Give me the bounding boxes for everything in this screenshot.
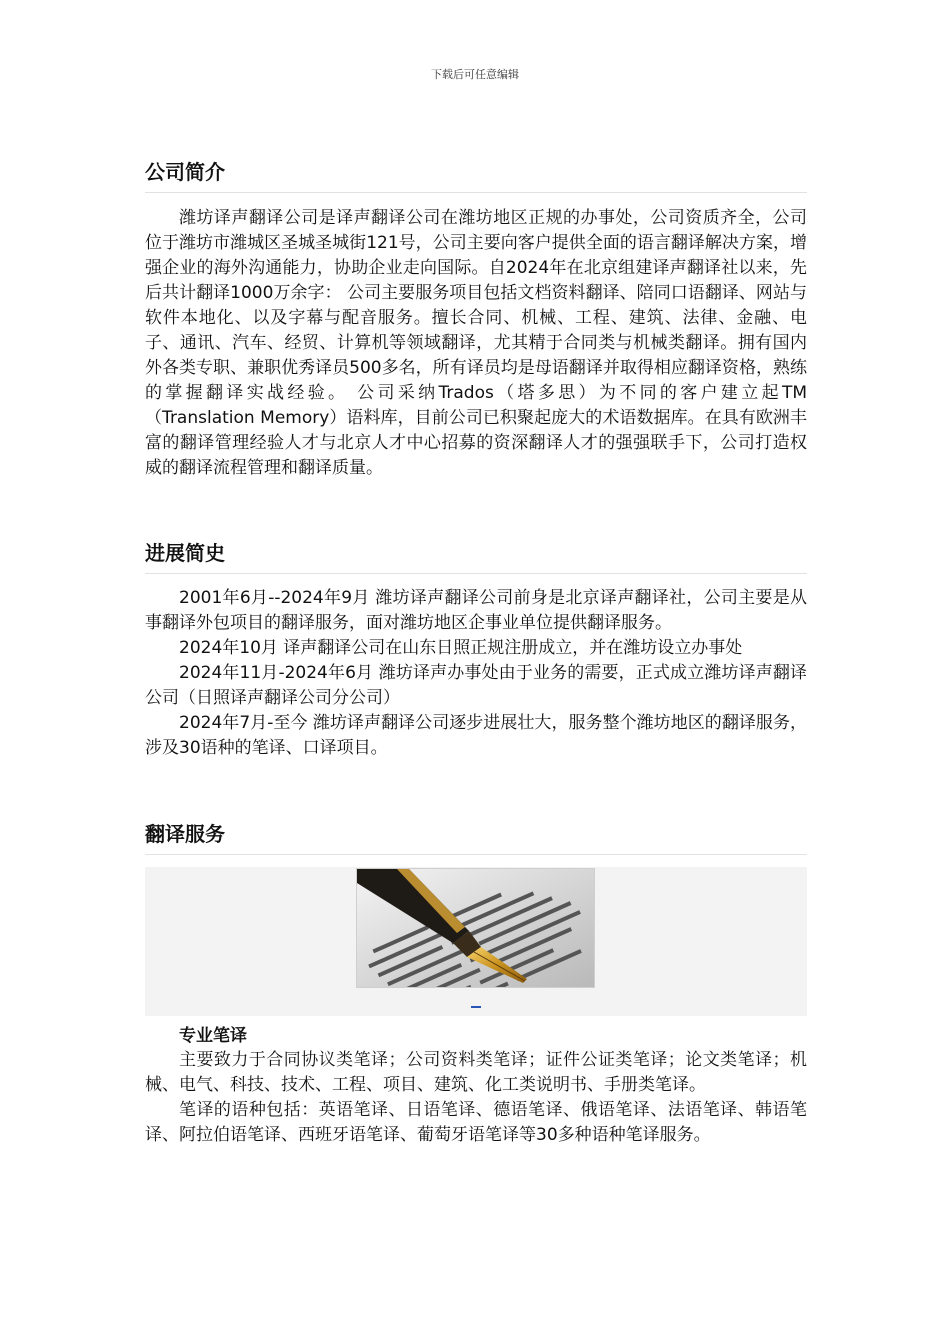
section-translation-services xyxy=(145,822,807,1148)
history-entry: 2001年6月--2024年9月 潍坊译声翻译公司前身是北京译声翻译社，公司主要是从事翻译外包项目的翻译服务，面对潍坊地区企事业单位提供翻译服务。 xyxy=(145,588,807,633)
photo-illustration xyxy=(357,869,594,987)
history-entry: 2024年7月-至今 潍坊译声翻译公司逐步进展壮大，服务整个潍坊地区的翻译服务，涉及30语种的笔译、口译项目。 xyxy=(145,713,807,758)
section-title-history: 进展简史 xyxy=(145,541,807,574)
fountain-pen-document-photo xyxy=(356,868,595,988)
section-title-intro: 公司简介 xyxy=(145,160,807,193)
history-entry: 2024年11月-2024年6月 潍坊译声办事处由于业务的需要，正式成立潍坊译声翻译公司（日照译声翻译公司分公司） xyxy=(145,663,807,708)
section-history xyxy=(145,541,807,761)
section-title-services: 翻译服务 xyxy=(145,822,807,855)
subsection-title-written-translation: 专业笔译 xyxy=(179,1026,247,1046)
page-header-note: 下载后可任意编辑 xyxy=(431,68,519,81)
image-panel xyxy=(145,867,807,1016)
intro-paragraph: 潍坊译声翻译公司是译声翻译公司在潍坊地区正规的办事处，公司资质齐全，公司位于潍坊市潍城区圣城圣城街121号，公司主要向客户提供全面的语言翻译解决方案，增强企业的海外沟通能力，协助企业走向国际。自2024年在北京组建译声翻译社以来，先后共计翻译1000万余字： 公司主要服务项目包括文档资料翻译、陪同口语翻译、网站与软件本地化、以及字幕与配音服务。擅长合同、机械、工程、建筑、法律、金融、电子、通讯、汽车、经贸、计算机等领域翻译，尤其精于合同类与机械类翻译。拥有国内外各类专职、兼职优秀译员500多名，所有译员均是母语翻译并取得相应翻译资格，熟练的掌握翻译实战经验。 公司采纳Trados（塔多思）为不同的客户建立起TM（Translation Memory）语料库，目前公司已积聚起庞大的术语数据库。在具有欧洲丰富的翻译管理经验人才与北京人才中心招募的资深翻译人才的强强联手下，公司打造权威的翻译流程管理和翻译质量。 xyxy=(145,208,807,478)
image-caption-link[interactable] xyxy=(471,1006,481,1008)
section-company-intro xyxy=(145,160,807,481)
history-entries xyxy=(145,586,807,761)
services-paragraph: 主要致力于合同协议类笔译；公司资料类笔译；证件公证类笔译；论文类笔译；机械、电气、科技、技术、工程、项目、建筑、化工类说明书、手册类笔译。 xyxy=(145,1050,807,1095)
history-entry: 2024年10月 译声翻译公司在山东日照正规注册成立，并在潍坊设立办事处 xyxy=(179,638,743,658)
services-paragraph: 笔译的语种包括：英语笔译、日语笔译、德语笔译、俄语笔译、法语笔译、韩语笔译、阿拉伯语笔译、西班牙语笔译、葡萄牙语笔译等30多种语种笔译服务。 xyxy=(145,1100,807,1145)
